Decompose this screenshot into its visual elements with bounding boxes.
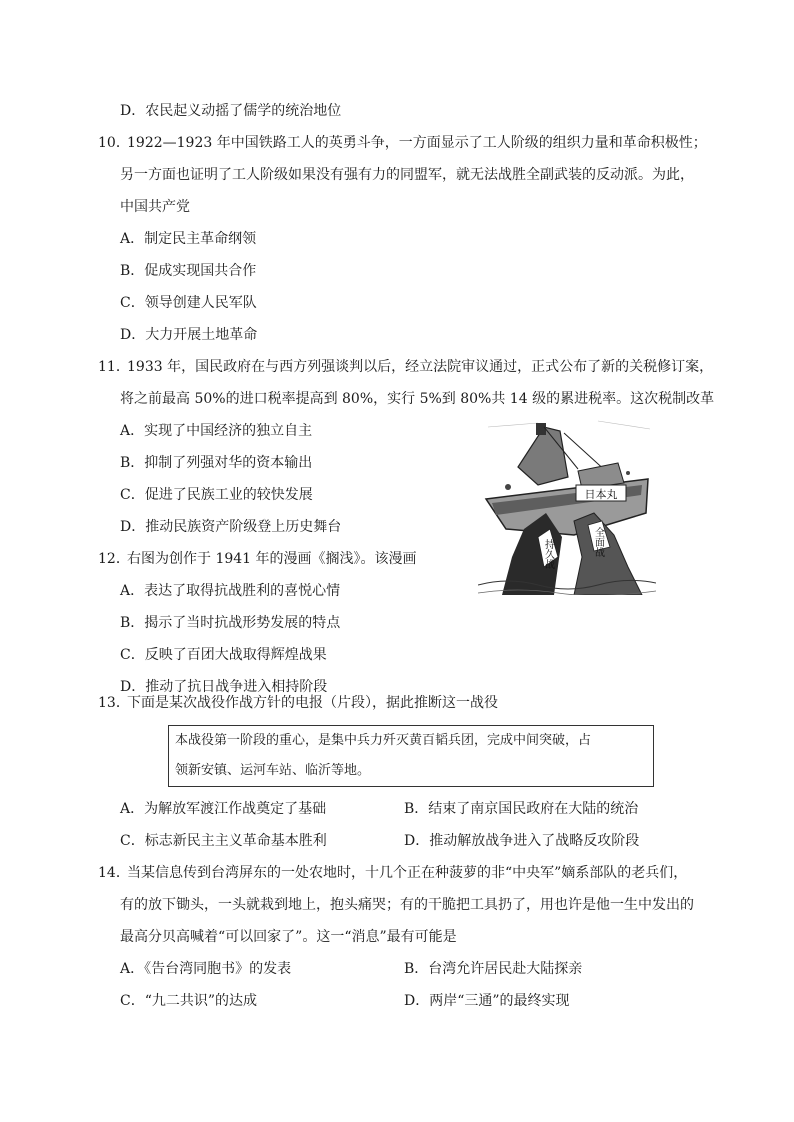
q13-option-d: D．推动解放战争进入了战略反攻阶段 [404, 833, 640, 849]
cartoon-stranded-ship [478, 417, 656, 595]
q10-option-a: A．制定民主革命纲领 [120, 231, 257, 247]
q14-number: 14． [98, 865, 130, 881]
q14-option-d: D．两岸“三通”的最终实现 [404, 993, 570, 1009]
q14-stem-line2: 有的放下锄头，一头就栽到地上，抱头痛哭；有的干脆把工具扔了，用也许是他一生中发出的 [120, 897, 694, 913]
cartoon-rock-left-label: 持久战 [542, 539, 554, 569]
q13-option-a: A．为解放军渡江作战奠定了基础 [120, 801, 327, 817]
q11-option-c: C．促进了民族工业的较快发展 [120, 487, 313, 503]
q12-option-d: D．推动了抗日战争进入相持阶段 [120, 679, 328, 695]
q14-stem-line1: 当某信息传到台湾屏东的一处农地时，十几个正在种菠萝的非“中央军”嫡系部队的老兵们， [127, 865, 688, 881]
q12-option-b: B．揭示了当时抗战形势发展的特点 [120, 615, 341, 631]
q11-stem-line2: 将之前最高 50%的进口税率提高到 80%，实行 5%到 80%共 14 级的累进税率。这次税制改革 [120, 391, 715, 407]
q11-option-d: D．推动民族资产阶级登上历史舞台 [120, 519, 342, 535]
q10-stem-line3: 中国共产党 [120, 199, 190, 215]
q12-stem: 右图为创作于 1941 年的漫画《搁浅》。该漫画 [127, 551, 417, 567]
q10-number: 10． [98, 135, 130, 151]
q13-number: 13． [98, 695, 130, 711]
q11-option-b: B．抑制了列强对华的资本输出 [120, 455, 313, 471]
q14-option-b: B．台湾允许居民赴大陆探亲 [404, 961, 583, 977]
q14-option-a: A．《告台湾同胞书》的发表 [120, 961, 292, 977]
cartoon-rock-right-label: 全面战 [592, 527, 604, 557]
q12-number: 12． [98, 551, 130, 567]
q13-option-c: C．标志新民主主义革命基本胜利 [120, 833, 327, 849]
q12-option-c: C．反映了百团大战取得辉煌战果 [120, 647, 327, 663]
q10-option-d: D．大力开展土地革命 [120, 327, 258, 343]
q10-stem-line1: 1922—1923 年中国铁路工人的英勇斗争，一方面显示了工人阶级的组织力量和革命积极性； [127, 135, 707, 151]
q10-stem-line2: 另一方面也证明了工人阶级如果没有强有力的同盟军，就无法战胜全副武装的反动派。为此， [120, 167, 694, 183]
q13-option-b: B．结束了南京国民政府在大陆的统治 [404, 801, 639, 817]
cartoon-ship-label: 日本丸 [584, 488, 618, 501]
q14-stem-line3: 最高分贝高喊着“可以回家了”。这一“消息”最有可能是 [120, 929, 457, 945]
q13-telegram-quote [168, 725, 654, 787]
q11-option-a: A．实现了中国经济的独立自主 [120, 423, 313, 439]
q10-option-c: C．领导创建人民军队 [120, 295, 257, 311]
q10-option-b: B．促成实现国共合作 [120, 263, 257, 279]
q13-quote-line2: 领新安镇、运河车站、临沂等地。 [175, 763, 371, 778]
q13-stem: 下面是某次战役作战方针的电报（片段），据此推断这一战役 [127, 695, 498, 711]
q13-quote-line1: 本战役第一阶段的重心，是集中兵力歼灭黄百韬兵团，完成中间突破，占 [175, 733, 592, 748]
q11-number: 11． [98, 359, 130, 375]
q12-option-a: A．表达了取得抗战胜利的喜悦心情 [120, 583, 341, 599]
q9-option-d: D．农民起义动摇了儒学的统治地位 [120, 103, 342, 119]
q11-stem-line1: 1933 年，国民政府在与西方列强谈判以后，经立法院审议通过，正式公布了新的关税修订案， [127, 359, 714, 375]
q14-option-c: C．“九二共识”的达成 [120, 993, 258, 1009]
